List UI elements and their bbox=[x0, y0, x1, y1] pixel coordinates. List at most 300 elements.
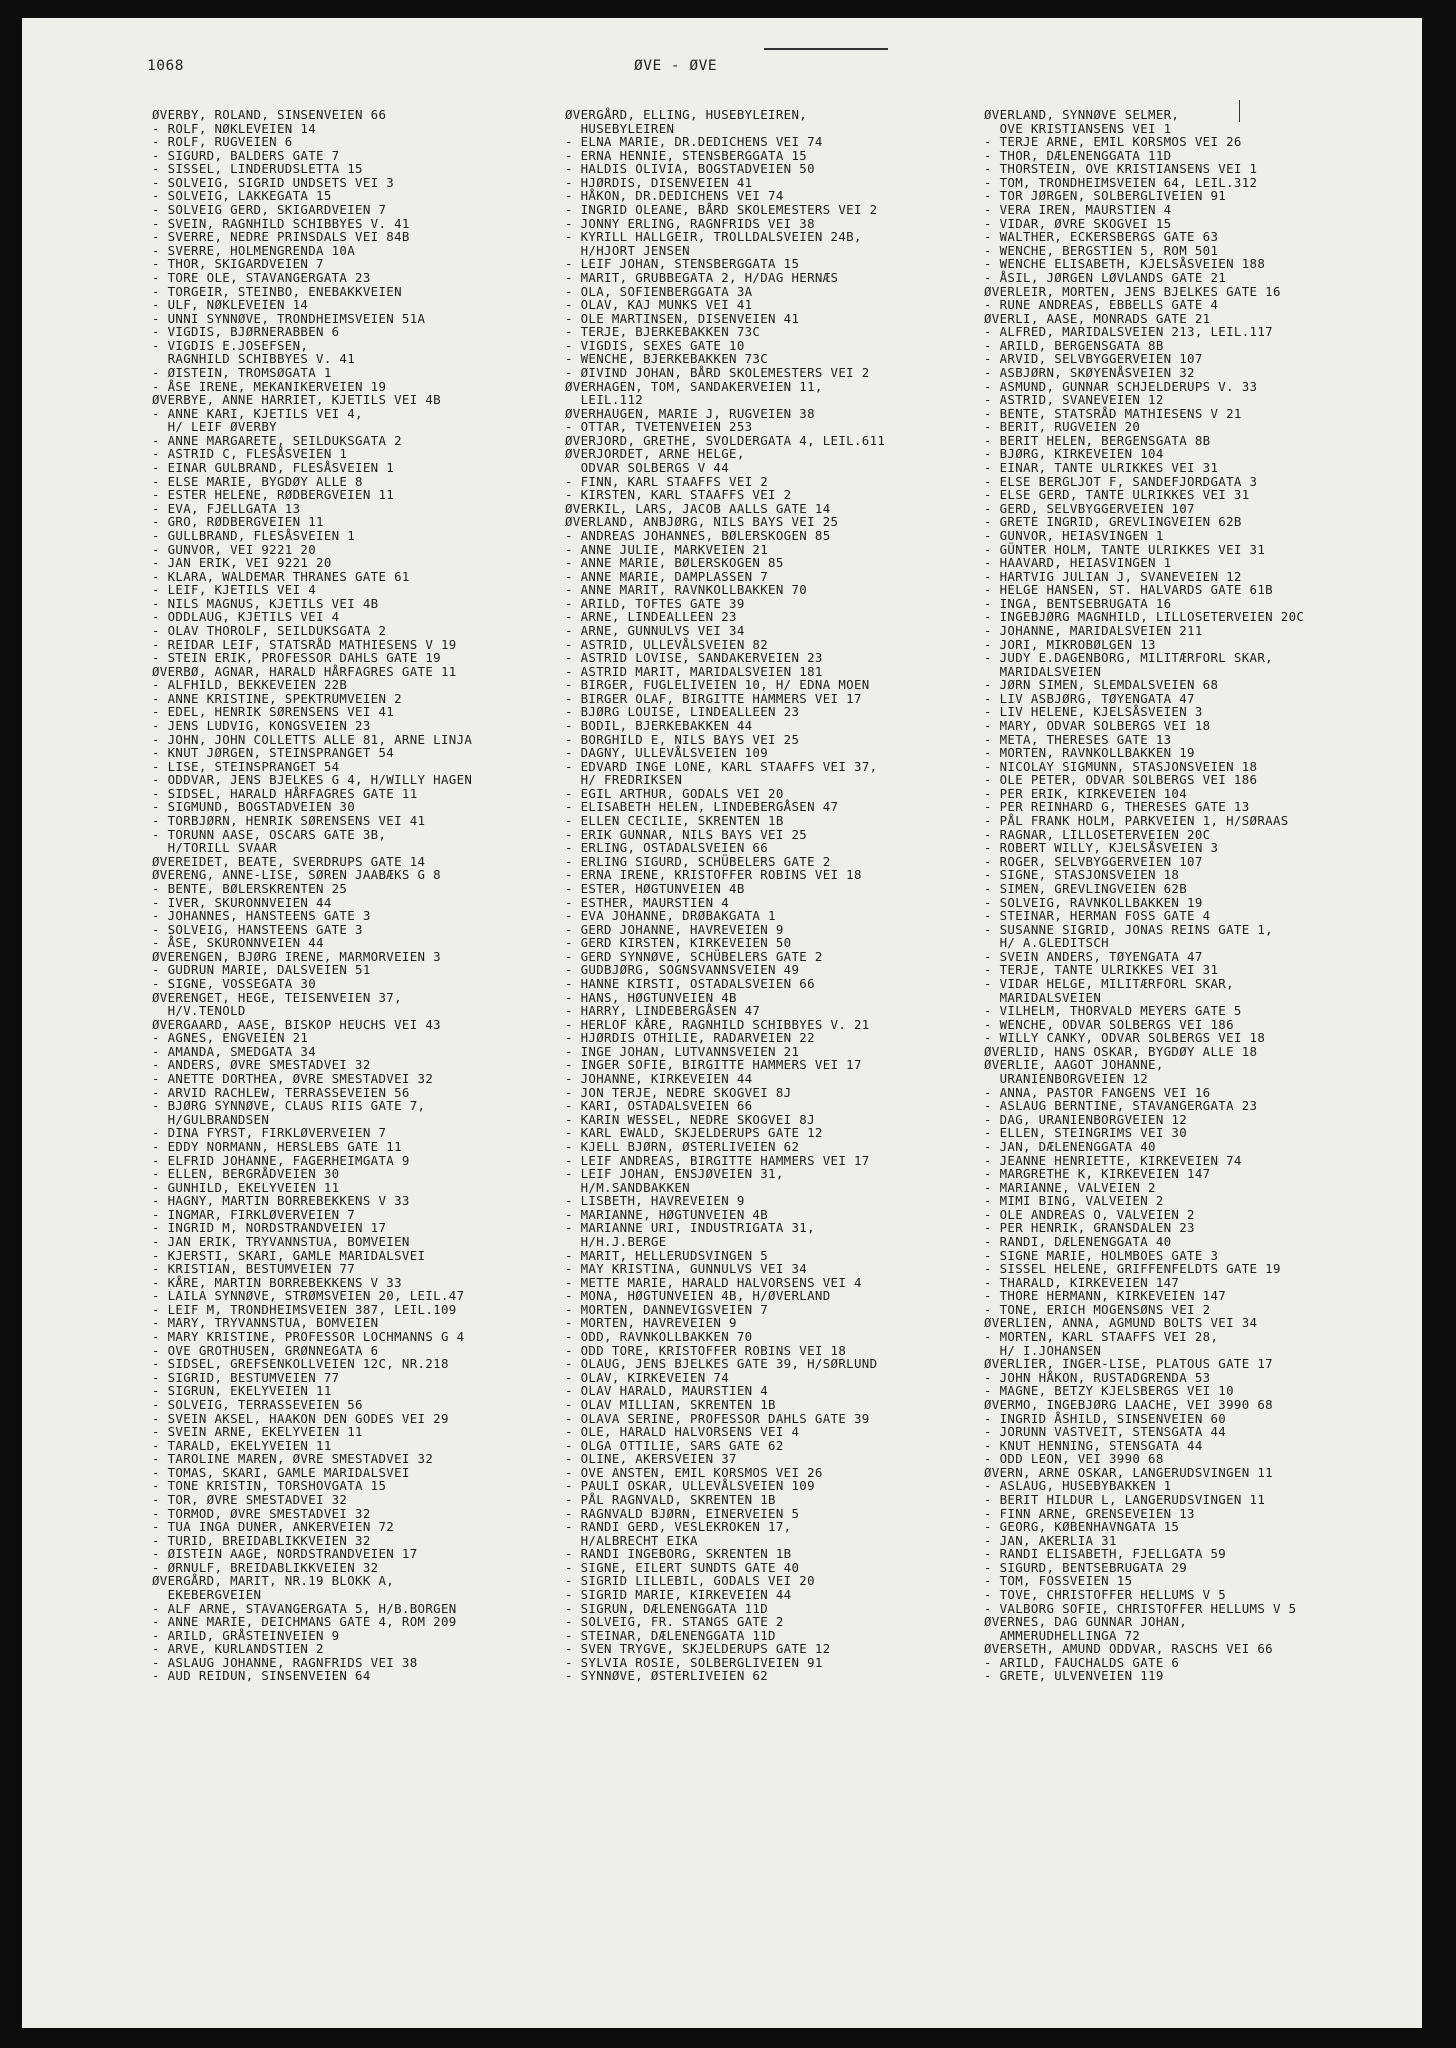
directory-entry: - TONE, ERICH MOGENSØNS VEI 2 bbox=[984, 1301, 1211, 1317]
directory-entry: - BJØRG SYNNØVE, CLAUS RIIS GATE 7, bbox=[152, 1098, 426, 1114]
directory-entry: - SVEIN ANDERS, TØYENGATA 47 bbox=[984, 948, 1203, 964]
directory-entry: - OLAV, KAJ MUNKS VEI 41 bbox=[565, 297, 753, 313]
directory-entry: URANIENBORGVEIEN 12 bbox=[984, 1071, 1149, 1087]
directory-entry: - VIGDIS, SEXES GATE 10 bbox=[565, 337, 745, 353]
directory-entry: - SISSEL, LINDERUDSLETTA 15 bbox=[152, 161, 363, 177]
directory-entry: - SIGNE MARIE, HOLMBOES GATE 3 bbox=[984, 1247, 1219, 1263]
directory-entry: - SUSANNE SIGRID, JONAS REINS GATE 1, bbox=[984, 921, 1273, 937]
directory-entry: H/V.TENOLD bbox=[152, 1003, 246, 1019]
directory-entry: - SIMEN, GREVLINGVEIEN 62B bbox=[984, 880, 1188, 896]
directory-entry: - VILHELM, THORVALD MEYERS GATE 5 bbox=[984, 1003, 1242, 1019]
directory-entry: - ARNE, LINDEALLEEN 23 bbox=[565, 609, 737, 625]
directory-entry: - ASLAUG, HUSEBYBAKKEN 1 bbox=[984, 1478, 1172, 1494]
directory-entry: - INGE JOHAN, LUTVANNSVEIEN 21 bbox=[565, 1043, 800, 1059]
directory-entry: - OLA, SOFIENBERGGATA 3A bbox=[565, 283, 753, 299]
directory-entry: - INGER SOFIE, BIRGITTE HAMMERS VEI 17 bbox=[565, 1057, 862, 1073]
directory-entry: - HJØRDIS, DISENVEIEN 41 bbox=[565, 174, 753, 190]
directory-entry: - KYRILL HALLGEIR, TROLLDALSVEIEN 24B, bbox=[565, 229, 862, 245]
directory-entry: - ASMUND, GUNNAR SCHJELDERUPS V. 33 bbox=[984, 378, 1258, 394]
directory-entry: - HALDIS OLIVIA, BOGSTADVEIEN 50 bbox=[565, 161, 815, 177]
directory-entry: - ARILD, BERGENSGATA 8B bbox=[984, 337, 1164, 353]
directory-entry: - GRETE, ULVENVEIEN 119 bbox=[984, 1668, 1164, 1684]
directory-entry: - RAGNAR, LILLOSETERVEIEN 20C bbox=[984, 826, 1211, 842]
directory-entry: - EGIL ARTHUR, GODALS VEI 20 bbox=[565, 785, 784, 801]
directory-entry: - TONE KRISTIN, TORSHOVGATA 15 bbox=[152, 1478, 387, 1494]
directory-entry: - NILS MAGNUS, KJETILS VEI 4B bbox=[152, 595, 379, 611]
directory-entry: H/H.J.BERGE bbox=[565, 1233, 667, 1249]
directory-entry: - BERIT, RUGVEIEN 20 bbox=[984, 419, 1141, 435]
directory-entry: - RANDI INGEBORG, SKRENTEN 1B bbox=[565, 1546, 792, 1562]
directory-entry: - SYNNØVE, ØSTERLIVEIEN 62 bbox=[565, 1668, 769, 1684]
directory-entry: - INGEBJØRG MAGNHILD, LILLOSETERVEIEN 20C bbox=[984, 609, 1305, 625]
directory-entry: ØVERJORD, GRETHE, SVOLDERGATA 4, LEIL.611 bbox=[565, 432, 886, 448]
directory-entry: ØVERGÅRD, ELLING, HUSEBYLEIREN, bbox=[565, 107, 808, 122]
directory-entry: - SOLVEIG, SIGRID UNDSETS VEI 3 bbox=[152, 174, 395, 190]
directory-entry: - JONNY ERLING, RAGNFRIDS VEI 38 bbox=[565, 215, 815, 231]
directory-entry: - HÅKON, DR.DEDICHENS VEI 74 bbox=[565, 188, 784, 204]
directory-entry: - ASBJØRN, SKØYENÅSVEIEN 32 bbox=[984, 364, 1195, 380]
directory-entry: EKEBERGVEIEN bbox=[152, 1587, 262, 1603]
directory-entry: - LEIF JOHAN, STENSBERGGATA 15 bbox=[565, 256, 800, 272]
directory-entry: - MARY, TRYVANNSTUA, BOMVEIEN bbox=[152, 1315, 379, 1331]
directory-entry: - INGA, BENTSEBRUGATA 16 bbox=[984, 595, 1172, 611]
directory-entry: - OLAV HARALD, MAURSTIEN 4 bbox=[565, 1383, 769, 1399]
directory-entry: - ARVE, KURLANDSTIEN 2 bbox=[152, 1641, 324, 1657]
directory-entry: - JAN ERIK, VEI 9221 20 bbox=[152, 555, 332, 571]
directory-entry: - TORMOD, ØVRE SMESTADVEI 32 bbox=[152, 1505, 371, 1521]
header-rule bbox=[764, 48, 888, 50]
directory-entry: - SYLVIA ROSIE, SOLBERGLIVEIEN 91 bbox=[565, 1654, 823, 1670]
directory-entry: - ARNE, GUNNULVS VEI 34 bbox=[565, 622, 745, 638]
directory-entry: - EVA JOHANNE, DRØBAKGATA 1 bbox=[565, 908, 776, 924]
directory-entry: - VERA IREN, MAURSTIEN 4 bbox=[984, 202, 1172, 218]
directory-entry: H/TORILL SVAAR bbox=[152, 840, 277, 856]
directory-entry: H/ LEIF ØVERBY bbox=[152, 419, 277, 435]
directory-entry: - TERJE ARNE, EMIL KORSMOS VEI 26 bbox=[984, 134, 1242, 150]
directory-entry: - ODDVAR, JENS BJELKES G 4, H/WILLY HAGEN bbox=[152, 772, 473, 788]
directory-entry: - BORGHILD E, NILS BAYS VEI 25 bbox=[565, 731, 800, 747]
directory-entry: - GUDBJØRG, SOGNSVANNSVEIEN 49 bbox=[565, 962, 800, 978]
directory-entry: - SIDSEL, HARALD HÅRFAGRES GATE 11 bbox=[152, 785, 418, 801]
page-number: 1068 bbox=[147, 58, 184, 74]
directory-entry: - GUNHILD, EKELYVEIEN 11 bbox=[152, 1179, 340, 1195]
directory-entry: - JØRN SIMEN, SLEMDALSVEIEN 68 bbox=[984, 677, 1219, 693]
directory-entry: - OLAV MILLIAN, SKRENTEN 1B bbox=[565, 1396, 776, 1412]
directory-entry: - JAN ERIK, TRYVANNSTUA, BOMVEIEN bbox=[152, 1233, 410, 1249]
directory-entry: - BIRGER, FUGLELIVEIEN 10, H/ EDNA MOEN bbox=[565, 677, 870, 693]
directory-entry: - ASLAUG JOHANNE, RAGNFRIDS VEI 38 bbox=[152, 1654, 418, 1670]
directory-entry: ØVERLID, HANS OSKAR, BYGDØY ALLE 18 bbox=[984, 1043, 1258, 1059]
directory-entry: - LISBETH, HAVREVEIEN 9 bbox=[565, 1193, 745, 1209]
directory-entry: - THOR, DÆLENENGGATA 11D bbox=[984, 147, 1172, 163]
directory-entry: - LEIF JOHAN, ENSJØVEIEN 31, bbox=[565, 1166, 784, 1182]
directory-entry: - ALFHILD, BEKKEVEIEN 22B bbox=[152, 677, 348, 693]
directory-entry: H/HJORT JENSEN bbox=[565, 242, 690, 258]
directory-entry: - KJERSTI, SKARI, GAMLE MARIDALSVEI bbox=[152, 1247, 426, 1263]
directory-entry: - ARILD, FAUCHALDS GATE 6 bbox=[984, 1654, 1180, 1670]
directory-entry: - MORTEN, RAVNKOLLBAKKEN 19 bbox=[984, 745, 1195, 761]
directory-entry: - TARALD, EKELYVEIEN 11 bbox=[152, 1437, 332, 1453]
directory-entry: - PÅL RAGNVALD, SKRENTEN 1B bbox=[565, 1491, 776, 1507]
directory-entry: - ÅSE IRENE, MEKANIKERVEIEN 19 bbox=[152, 378, 387, 394]
directory-entry: - ANNE MARGARETE, SEILDUKSGATA 2 bbox=[152, 432, 402, 448]
directory-entry: - SIGRUN, DÆLENENGGATA 11D bbox=[565, 1600, 769, 1616]
directory-entry: - BENTE, BØLERSKRENTEN 25 bbox=[152, 880, 348, 896]
directory-entry: - SIDSEL, GREFSENKOLLVEIEN 12C, NR.218 bbox=[152, 1356, 449, 1372]
directory-entry: - GEORG, KØBENHAVNGATA 15 bbox=[984, 1519, 1180, 1535]
directory-entry: - RAGNVALD BJØRN, EINERVEIEN 5 bbox=[565, 1505, 800, 1521]
directory-entry: - MARIANNE URI, INDUSTRIGATA 31, bbox=[565, 1220, 815, 1236]
directory-entry: - JOHANNE, KIRKEVEIEN 44 bbox=[565, 1071, 753, 1087]
directory-entry: - LIV ASBJØRG, TØYENGATA 47 bbox=[984, 690, 1195, 706]
directory-entry: - BERIT HELEN, BERGENSGATA 8B bbox=[984, 432, 1211, 448]
directory-entry: - MARY, ODVAR SOLBERGS VEI 18 bbox=[984, 718, 1211, 734]
directory-entry: - ÅSIL, JØRGEN LØVLANDS GATE 21 bbox=[984, 269, 1227, 285]
directory-entry: - RANDI, DÆLENENGGATA 40 bbox=[984, 1233, 1172, 1249]
directory-entry: - JOHANNES, HANSTEENS GATE 3 bbox=[152, 908, 371, 924]
directory-entry: - THORSTEIN, OVE KRISTIANSENS VEI 1 bbox=[984, 161, 1258, 177]
directory-entry: - OLAUG, JENS BJELKES GATE 39, H/SØRLUND bbox=[565, 1356, 878, 1372]
directory-entry: - MAGNE, BETZY KJELSBERGS VEI 10 bbox=[984, 1383, 1234, 1399]
directory-entry: ØVERNES, DAG GUNNAR JOHAN, bbox=[984, 1614, 1188, 1630]
directory-entry: - HARTVIG JULIAN J, SVANEVEIEN 12 bbox=[984, 568, 1242, 584]
directory-entry: - GRO, RØDBERGVEIEN 11 bbox=[152, 514, 324, 530]
directory-entry: - SOLVEIG GERD, SKIGARDVEIEN 7 bbox=[152, 202, 387, 218]
directory-entry: - ELSE MARIE, BYGDØY ALLE 8 bbox=[152, 473, 363, 489]
directory-entry: - MORTEN, KARL STAAFFS VEI 28, bbox=[984, 1329, 1219, 1345]
directory-entry: - ELLEN CECILIE, SKRENTEN 1B bbox=[565, 813, 784, 829]
directory-entry: - THORE HERMANN, KIRKEVEIEN 147 bbox=[984, 1288, 1227, 1304]
directory-entry: - ROLF, NØKLEVEIEN 14 bbox=[152, 120, 317, 136]
directory-entry: - HANNE KIRSTI, OSTADALSVEIEN 66 bbox=[565, 976, 815, 991]
directory-entry: - SIGURD, BENTSEBRUGATA 29 bbox=[984, 1559, 1188, 1575]
directory-entry: - KRISTIAN, BESTUMVEIEN 77 bbox=[152, 1261, 356, 1277]
directory-entry: - ELISABETH HELEN, LINDEBERGÅSEN 47 bbox=[565, 799, 839, 815]
directory-entry: - ARILD, TOFTES GATE 39 bbox=[565, 595, 745, 611]
directory-entry: - ANNA, PASTOR FANGENS VEI 16 bbox=[984, 1084, 1211, 1100]
directory-entry: - ANNE MARIE, DAMPLASSEN 7 bbox=[565, 568, 769, 584]
directory-entry: - INGRID M, NORDSTRANDVEIEN 17 bbox=[152, 1220, 387, 1236]
directory-entry: - ANNE JULIE, MARKVEIEN 21 bbox=[565, 541, 769, 557]
directory-entry: ØVERHAGEN, TOM, SANDAKERVEIEN 11, bbox=[565, 378, 823, 394]
directory-entry: - INGRID ÅSHILD, SINSENVEIEN 60 bbox=[984, 1410, 1227, 1426]
directory-entry: - GERD, SELVBYGGERVEIEN 107 bbox=[984, 500, 1195, 516]
directory-entry: - RANDI ELISABETH, FJELLGATA 59 bbox=[984, 1546, 1227, 1562]
directory-entry: - BODIL, BJERKEBAKKEN 44 bbox=[565, 718, 753, 734]
directory-entry: - TORUNN AASE, OSCARS GATE 3B, bbox=[152, 826, 387, 842]
directory-entry: - DINA FYRST, FIRKLØVERVEIEN 7 bbox=[152, 1125, 387, 1141]
directory-entry: ØVERLAND, SYNNØVE SELMER, bbox=[984, 107, 1180, 122]
directory-entry: - TERJE, TANTE ULRIKKES VEI 31 bbox=[984, 962, 1219, 978]
directory-entry: - SVEIN ARNE, EKELYVEIEN 11 bbox=[152, 1424, 363, 1440]
directory-entry: ØVERLEIR, MORTEN, JENS BJELKES GATE 16 bbox=[984, 283, 1281, 299]
directory-entry: - ROBERT WILLY, KJELSÅSVEIEN 3 bbox=[984, 840, 1219, 856]
directory-entry: - SIGRID, BESTUMVEIEN 77 bbox=[152, 1369, 340, 1385]
directory-entry: - WENCHE ELISABETH, KJELSÅSVEIEN 188 bbox=[984, 256, 1266, 272]
directory-entry: - TAROLINE MAREN, ØVRE SMESTADVEI 32 bbox=[152, 1451, 434, 1467]
directory-entry: - SISSEL HELENE, GRIFFENFELDTS GATE 19 bbox=[984, 1261, 1281, 1277]
directory-entry: ØVERMO, INGEBJØRG LAACHE, VEI 3990 68 bbox=[984, 1396, 1273, 1412]
directory-entry: AMMERUDHELLINGA 72 bbox=[984, 1627, 1141, 1643]
directory-entry: ØVERGÅRD, MARIT, NR.19 BLOKK A, bbox=[152, 1573, 395, 1589]
directory-entry: ØVERENGEN, BJØRG IRENE, MARMORVEIEN 3 bbox=[152, 948, 441, 964]
directory-entry: H/ALBRECHT EIKA bbox=[565, 1532, 698, 1548]
directory-entry: - AMANDA, SMEDGATA 34 bbox=[152, 1043, 317, 1059]
directory-entry: - ØRNULF, BREIDABLIKKVEIEN 32 bbox=[152, 1559, 379, 1575]
directory-entry: - RANDI GERD, VESLEKROKEN 17, bbox=[565, 1519, 792, 1535]
directory-entry: - SOLVEIG, HANSTEENS GATE 3 bbox=[152, 921, 363, 937]
directory-entry: ØVERBYE, ANNE HARRIET, KJETILS VEI 4B bbox=[152, 392, 441, 408]
directory-entry: - KÅRE, MARTIN BORREBEKKENS V 33 bbox=[152, 1274, 402, 1290]
directory-entry: - OLINE, AKERSVEIEN 37 bbox=[565, 1451, 737, 1467]
directory-entry: - ODD LEON, VEI 3990 68 bbox=[984, 1451, 1164, 1467]
directory-entry: - TERJE, BJERKEBAKKEN 73C bbox=[565, 324, 761, 340]
directory-entry: - KARI, OSTADALSVEIEN 66 bbox=[565, 1098, 753, 1114]
directory-entry: - META, THERESES GATE 13 bbox=[984, 731, 1172, 747]
column-2 bbox=[565, 108, 970, 1683]
directory-entry: ØVEREIDET, BEATE, SVERDRUPS GATE 14 bbox=[152, 853, 426, 869]
directory-entry: - MIMI BING, VALVEIEN 2 bbox=[984, 1193, 1164, 1209]
directory-entry: - INGRID OLEANE, BÅRD SKOLEMESTERS VEI 2 bbox=[565, 202, 878, 218]
directory-entry: - WENCHE, BERGSTIEN 5, ROM 501 bbox=[984, 242, 1219, 258]
directory-entry: - SIGNE, STASJONSVEIEN 18 bbox=[984, 867, 1180, 883]
directory-entry: - TOMAS, SKARI, GAMLE MARIDALSVEI bbox=[152, 1464, 410, 1480]
directory-entry: - HERLOF KÅRE, RAGNHILD SCHIBBYES V. 21 bbox=[565, 1016, 870, 1032]
directory-entry: - SIGNE, VOSSEGATA 30 bbox=[152, 976, 317, 991]
directory-entry: - SOLVEIG, RAVNKOLLBAKKEN 19 bbox=[984, 894, 1203, 910]
directory-entry: - TOR, ØVRE SMESTADVEI 32 bbox=[152, 1491, 348, 1507]
directory-entry: ØVERLIEN, ANNA, AGMUND BOLTS VEI 34 bbox=[984, 1315, 1258, 1331]
directory-entry: - MARIT, HELLERUDSVINGEN 5 bbox=[565, 1247, 769, 1263]
directory-entry: - EVA, FJELLGATA 13 bbox=[152, 500, 301, 516]
directory-entry: - MARIANNE, VALVEIEN 2 bbox=[984, 1179, 1156, 1195]
directory-entry: - MARIANNE, HØGTUNVEIEN 4B bbox=[565, 1206, 769, 1222]
directory-entry: - VIGDIS, BJØRNERABBEN 6 bbox=[152, 324, 340, 340]
directory-entry: - OTTAR, TVETENVEIEN 253 bbox=[565, 419, 753, 435]
directory-entry: - OLAVA SERINE, PROFESSOR DAHLS GATE 39 bbox=[565, 1410, 870, 1426]
directory-entry: - DAG, URANIENBORGVEIEN 12 bbox=[984, 1111, 1188, 1127]
directory-entry: - GÜNTER HOLM, TANTE ULRIKKES VEI 31 bbox=[984, 541, 1266, 557]
directory-entry: - ELLEN, STEINGRIMS VEI 30 bbox=[984, 1125, 1188, 1141]
directory-entry: - JORUNN VASTVEIT, STENSGATA 44 bbox=[984, 1424, 1227, 1440]
directory-entry: - WALTHER, ECKERSBERGS GATE 63 bbox=[984, 229, 1219, 245]
directory-entry: - JOHN HÅKON, RUSTADGRENDA 53 bbox=[984, 1369, 1211, 1385]
directory-entry: - ØIVIND JOHAN, BÅRD SKOLEMESTERS VEI 2 bbox=[565, 364, 870, 380]
directory-entry: - SIGMUND, BOGSTADVEIEN 30 bbox=[152, 799, 356, 815]
directory-entry: - HJØRDIS OTHILIE, RADARVEIEN 22 bbox=[565, 1030, 815, 1046]
directory-entry: H/ I.JOHANSEN bbox=[984, 1342, 1102, 1358]
directory-entry: - ELSE GERD, TANTE ULRIKKES VEI 31 bbox=[984, 487, 1250, 503]
directory-entry: - JOHN, JOHN COLLETTS ALLE 81, ARNE LINJA bbox=[152, 731, 473, 747]
directory-entry: - OLGA OTTILIE, SARS GATE 62 bbox=[565, 1437, 784, 1453]
directory-entry: - MARY KRISTINE, PROFESSOR LOCHMANNS G 4 bbox=[152, 1329, 465, 1345]
directory-entry: - JUDY E.DAGENBORG, MILITÆRFORL SKAR, bbox=[984, 650, 1273, 666]
directory-entry: - SVERRE, NEDRE PRINSDALS VEI 84B bbox=[152, 229, 410, 245]
directory-entry: - SVEIN, RAGNHILD SCHIBBYES V. 41 bbox=[152, 215, 410, 231]
directory-entry: - OLE MARTINSEN, DISENVEIEN 41 bbox=[565, 310, 800, 326]
directory-entry: ØVERN, ARNE OSKAR, LANGERUDSVINGEN 11 bbox=[984, 1464, 1273, 1480]
directory-entry: - BENTE, STATSRÅD MATHIESENS V 21 bbox=[984, 405, 1242, 421]
directory-entry: - PER REINHARD G, THERESES GATE 13 bbox=[984, 799, 1250, 815]
directory-entry: - WILLY CANKY, ODVAR SOLBERGS VEI 18 bbox=[984, 1030, 1266, 1046]
directory-entry: ØVERBY, ROLAND, SINSENVEIEN 66 bbox=[152, 107, 387, 122]
directory-entry: H/GULBRANDSEN bbox=[152, 1111, 270, 1127]
directory-entry: - DAGNY, ULLEVÅLSVEIEN 109 bbox=[565, 745, 769, 761]
column-3 bbox=[984, 108, 1416, 1683]
directory-entry: - OLE, HARALD HALVORSENS VEI 4 bbox=[565, 1424, 800, 1440]
directory-entry: - ANDERS, ØVRE SMESTADVEI 32 bbox=[152, 1057, 371, 1073]
directory-entry: - ANNE KARI, KJETILS VEI 4, bbox=[152, 405, 363, 421]
directory-entry: - EDEL, HENRIK SØRENSENS VEI 41 bbox=[152, 704, 395, 720]
directory-entry: - SIGRID MARIE, KIRKEVEIEN 44 bbox=[565, 1587, 792, 1603]
directory-entry: - JENS LUDVIG, KONGSVEIEN 23 bbox=[152, 718, 371, 734]
directory-entry: - ARILD, GRÅSTEINVEIEN 9 bbox=[152, 1627, 340, 1643]
directory-entry: - OLAV, KIRKEVEIEN 74 bbox=[565, 1369, 730, 1385]
directory-entry: - ERNA IRENE, KRISTOFFER ROBINS VEI 18 bbox=[565, 867, 862, 883]
directory-entry: - LISE, STEINSPRANGET 54 bbox=[152, 758, 340, 774]
directory-entry: - VIGDIS E.JOSEFSEN, bbox=[152, 337, 309, 353]
directory-entry: - MORTEN, HAVREVEIEN 9 bbox=[565, 1315, 737, 1331]
directory-entry: - KIRSTEN, KARL STAAFFS VEI 2 bbox=[565, 487, 792, 503]
directory-entry: - ASTRID, SVANEVEIEN 12 bbox=[984, 392, 1164, 408]
directory-entry: - EINAR, TANTE ULRIKKES VEI 31 bbox=[984, 460, 1219, 476]
directory-entry: - GERD SYNNØVE, SCHÜBELERS GATE 2 bbox=[565, 948, 823, 964]
directory-entry: - MAY KRISTINA, GUNNULVS VEI 34 bbox=[565, 1261, 808, 1277]
directory-entry: - LIV HELENE, KJELSÅSVEIEN 3 bbox=[984, 704, 1203, 720]
directory-entry: - OLE ANDREAS O, VALVEIEN 2 bbox=[984, 1206, 1195, 1222]
directory-entry: - TOVE, CHRISTOFFER HELLUMS V 5 bbox=[984, 1587, 1227, 1603]
directory-entry: HUSEBYLEIREN bbox=[565, 120, 675, 136]
directory-entry: - JON TERJE, NEDRE SKOGVEI 8J bbox=[565, 1084, 792, 1100]
directory-entry: - FINN ARNE, GRENSEVEIEN 13 bbox=[984, 1505, 1195, 1521]
directory-entry: - GUDRUN MARIE, DALSVEIEN 51 bbox=[152, 962, 371, 978]
directory-entry: - ODDLAUG, KJETILS VEI 4 bbox=[152, 609, 340, 625]
directory-entry: - KJELL BJØRN, ØSTERLIVEIEN 62 bbox=[565, 1138, 800, 1154]
directory-entry: - VALBORG SOFIE, CHRISTOFFER HELLUMS V 5 bbox=[984, 1600, 1297, 1616]
directory-entry: - TORBJØRN, HENRIK SØRENSENS VEI 41 bbox=[152, 813, 426, 829]
directory-entry: - ANNE MARIT, RAVNKOLLBAKKEN 70 bbox=[565, 582, 808, 598]
directory-entry: - ARVID, SELVBYGGERVEIEN 107 bbox=[984, 351, 1203, 367]
directory-entry: H/ A.GLEDITSCH bbox=[984, 935, 1109, 951]
directory-entry: - ULF, NØKLEVEIEN 14 bbox=[152, 297, 309, 313]
directory-entry: - IVER, SKURONNVEIEN 44 bbox=[152, 894, 332, 910]
directory-entry: - LEIF, KJETILS VEI 4 bbox=[152, 582, 317, 598]
directory-entry: - WENCHE, ODVAR SOLBERGS VEI 186 bbox=[984, 1016, 1234, 1032]
directory-entry: - BIRGER OLAF, BIRGITTE HAMMERS VEI 17 bbox=[565, 690, 862, 706]
directory-entry: - SIGNE, EILERT SUNDTS GATE 40 bbox=[565, 1559, 800, 1575]
directory-entry: - ANETTE DORTHEA, ØVRE SMESTADVEI 32 bbox=[152, 1071, 434, 1087]
directory-entry: - SOLVEIG, LAKKEGATA 15 bbox=[152, 188, 332, 204]
directory-entry: - ANDREAS JOHANNES, BØLERSKOGEN 85 bbox=[565, 527, 831, 543]
directory-entry: - ERLING SIGURD, SCHÜBELERS GATE 2 bbox=[565, 853, 831, 869]
directory-entry: ØVERENG, ANNE-LISE, SØREN JAABÆKS G 8 bbox=[152, 867, 441, 883]
directory-entry: - LEIF M, TRONDHEIMSVEIEN 387, LEIL.109 bbox=[152, 1301, 457, 1317]
directory-entry: - LAILA SYNNØVE, STRØMSVEIEN 20, LEIL.47 bbox=[152, 1288, 465, 1304]
directory-entry: - ODD, RAVNKOLLBAKKEN 70 bbox=[565, 1329, 753, 1345]
running-head: ØVE - ØVE bbox=[634, 58, 718, 74]
directory-entry: - HAGNY, MARTIN BORREBEKKENS V 33 bbox=[152, 1193, 410, 1209]
directory-entry: - ALF ARNE, STAVANGERGATA 5, H/B.BORGEN bbox=[152, 1600, 457, 1616]
directory-entry: - TURID, BREIDABLIKKVEIEN 32 bbox=[152, 1532, 371, 1548]
directory-entry: - GULLBRAND, FLESÅSVEIEN 1 bbox=[152, 527, 356, 543]
directory-entry: ØVERLIER, INGER-LISE, PLATOUS GATE 17 bbox=[984, 1356, 1273, 1372]
directory-entry: - BERIT HILDUR L, LANGERUDSVINGEN 11 bbox=[984, 1491, 1266, 1507]
directory-entry: - HANS, HØGTUNVEIEN 4B bbox=[565, 989, 737, 1005]
directory-entry: - BJØRG LOUISE, LINDEALLEEN 23 bbox=[565, 704, 800, 720]
directory-entry: - KNUT HENNING, STENSGATA 44 bbox=[984, 1437, 1203, 1453]
directory-entry: - KLARA, WALDEMAR THRANES GATE 61 bbox=[152, 568, 410, 584]
directory-entry: ØVERKIL, LARS, JACOB AALLS GATE 14 bbox=[565, 500, 831, 516]
directory-entry: - THOR, SKIGARDVEIEN 7 bbox=[152, 256, 324, 272]
directory-entry: - GUNVOR, VEI 9221 20 bbox=[152, 541, 317, 557]
directory-entry: - EDVARD INGE LONE, KARL STAAFFS VEI 37, bbox=[565, 758, 878, 774]
directory-entry: H/M.SANDBAKKEN bbox=[565, 1179, 690, 1195]
directory-entry: RAGNHILD SCHIBBYES V. 41 bbox=[152, 351, 356, 367]
directory-entry: - OVE GROTHUSEN, GRØNNEGATA 6 bbox=[152, 1342, 379, 1358]
directory-entry: - TORGEIR, STEINBO, ENEBAKKVEIEN bbox=[152, 283, 402, 299]
directory-entry: - AUD REIDUN, SINSENVEIEN 64 bbox=[152, 1668, 371, 1684]
directory-entry: - ÅSE, SKURONNVEIEN 44 bbox=[152, 935, 324, 951]
directory-entry: - LEIF ANDREAS, BIRGITTE HAMMERS VEI 17 bbox=[565, 1152, 870, 1168]
directory-entry: - EDDY NORMANN, HERSLEBS GATE 11 bbox=[152, 1138, 402, 1154]
directory-entry: - TUA INGA DUNER, ANKERVEIEN 72 bbox=[152, 1519, 395, 1535]
directory-entry: - GUNVOR, HEIASVINGEN 1 bbox=[984, 527, 1164, 543]
directory-entry: - ESTER HELENE, RØDBERGVEIEN 11 bbox=[152, 487, 395, 503]
directory-entry: ØVERHAUGEN, MARIE J, RUGVEIEN 38 bbox=[565, 405, 815, 421]
directory-entry: ØVERJORDET, ARNE HELGE, bbox=[565, 446, 745, 462]
directory-entry: - ESTHER, MAURSTIEN 4 bbox=[565, 894, 730, 910]
column-1 bbox=[152, 108, 552, 1683]
directory-entry: - ANNE MARIE, DEICHMANS GATE 4, ROM 209 bbox=[152, 1614, 457, 1630]
directory-entry: - SOLVEIG, FR. STANGS GATE 2 bbox=[565, 1614, 784, 1630]
directory-entry: - KARL EWALD, SKJELDERUPS GATE 12 bbox=[565, 1125, 823, 1141]
directory-entry: - THARALD, KIRKEVEIEN 147 bbox=[984, 1274, 1180, 1290]
directory-entry: - ROLF, RUGVEIEN 6 bbox=[152, 134, 293, 150]
directory-entry: - MARGRETHE K, KIRKEVEIEN 147 bbox=[984, 1166, 1211, 1182]
directory-entry: - UNNI SYNNØVE, TRONDHEIMSVEIEN 51A bbox=[152, 310, 426, 326]
directory-entry: - ASTRID C, FLESÅSVEIEN 1 bbox=[152, 446, 348, 462]
directory-entry: - ERLING, OSTADALSVEIEN 66 bbox=[565, 840, 769, 856]
directory-entry: - ELLEN, BERGRÅDVEIEN 30 bbox=[152, 1166, 340, 1182]
directory-entry: - SVEN TRYGVE, SKJELDERUPS GATE 12 bbox=[565, 1641, 831, 1657]
directory-entry: - ELFRID JOHANNE, FAGERHEIMGATA 9 bbox=[152, 1152, 410, 1168]
directory-entry: - ANNE MARIE, BØLERSKOGEN 85 bbox=[565, 555, 784, 571]
directory-entry: ØVERBØ, AGNAR, HARALD HÅRFAGRES GATE 11 bbox=[152, 663, 457, 679]
directory-entry: - ASTRID MARIT, MARIDALSVEIEN 181 bbox=[565, 663, 823, 679]
directory-entry: - ØISTEIN, TROMSØGATA 1 bbox=[152, 364, 332, 380]
directory-entry: - STEINAR, DÆLENENGGATA 11D bbox=[565, 1627, 776, 1643]
directory-entry: - ERNA HENNIE, STENSBERGGATA 15 bbox=[565, 147, 808, 163]
directory-entry: - HELGE HANSEN, ST. HALVARDS GATE 61B bbox=[984, 582, 1273, 598]
directory-entry: ODVAR SOLBERGS V 44 bbox=[565, 460, 730, 476]
directory-entry: - ALFRED, MARIDALSVEIEN 213, LEIL.117 bbox=[984, 324, 1273, 340]
directory-page bbox=[22, 18, 1422, 2028]
directory-entry: - EINAR GULBRAND, FLESÅSVEIEN 1 bbox=[152, 460, 395, 476]
directory-entry: - ELNA MARIE, DR.DEDICHENS VEI 74 bbox=[565, 134, 823, 150]
directory-entry: - ARVID RACHLEW, TERRASSEVEIEN 56 bbox=[152, 1084, 410, 1100]
directory-entry: - ASTRID, ULLEVÅLSVEIEN 82 bbox=[565, 636, 769, 652]
directory-entry: - WENCHE, BJERKEBAKKEN 73C bbox=[565, 351, 769, 367]
directory-entry: MARIDALSVEIEN bbox=[984, 989, 1102, 1005]
directory-entry: - ELSE BERGLJOT F, SANDEFJORDGATA 3 bbox=[984, 473, 1258, 489]
directory-entry: - ESTER, HØGTUNVEIEN 4B bbox=[565, 880, 745, 896]
directory-entry: - STEINAR, HERMAN FOSS GATE 4 bbox=[984, 908, 1211, 924]
directory-entry: - AGNES, ENGVEIEN 21 bbox=[152, 1030, 309, 1046]
directory-entry: - FINN, KARL STAAFFS VEI 2 bbox=[565, 473, 769, 489]
directory-entry: - MARIT, GRUBBEGATA 2, H/DAG HERNÆS bbox=[565, 269, 839, 285]
directory-entry: - PER ERIK, KIRKEVEIEN 104 bbox=[984, 785, 1188, 801]
directory-entry: - STEIN ERIK, PROFESSOR DAHLS GATE 19 bbox=[152, 650, 441, 666]
